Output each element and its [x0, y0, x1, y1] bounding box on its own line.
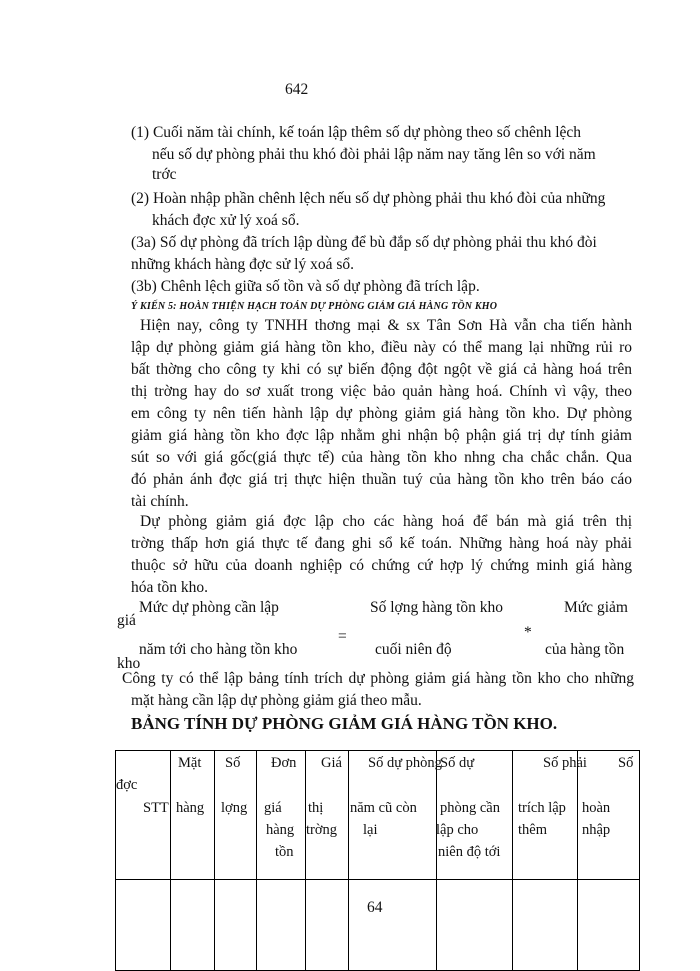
- paragraph-1-line-2: lập dự phòng giảm giá hàng tồn kho, điều này có thể mang lại những rủi ro: [131, 339, 632, 356]
- paragraph-1-line-9: tài chính.: [131, 493, 189, 510]
- item-2-line-2: khách đợc xử lý xoá sổ.: [152, 212, 300, 229]
- paragraph-1-line-4: thị trờng hay do sơ xuất trong việc bảo quản hàng hoá. Chính vì vậy, theo: [131, 383, 632, 400]
- paragraph-2-line-4: hóa tồn kho.: [131, 579, 209, 596]
- item-3b-line-1: (3b) Chênh lệch giữa số tồn và số dự phòng đã trích lập.: [131, 278, 480, 295]
- table-cell: [215, 880, 257, 971]
- item-1-line-2: nếu số dự phòng phải thu khó đòi phải lập năm nay tăng lên so với năm: [152, 146, 596, 163]
- paragraph-2-line-1: Dự phòng giảm giá đợc lập cho các hàng hoá để bán mà giá trên thị: [140, 513, 632, 530]
- header-du-phong-nam-cu-line-1: Số dự phòng: [368, 755, 442, 771]
- header-du-phong-can-lap-line-1: Số dự: [440, 755, 475, 771]
- header-du-phong-nam-cu-line-2: năm cũ còn: [350, 800, 417, 816]
- provision-table: [115, 750, 640, 971]
- header-du-phong-nam-cu-line-3: lại: [363, 822, 378, 838]
- item-1-line-1: (1) Cuối năm tài chính, kế toán lập thêm số dự phòng theo số chênh lệch: [131, 124, 582, 141]
- header-so-luong-line-2: lợng: [221, 800, 248, 816]
- paragraph-2-line-2: trờng thấp hơn giá thực tế đang ghi sổ kế toán. Những hàng hoá này phải: [131, 535, 632, 552]
- header-hoan-nhap-line-1: Số: [618, 755, 634, 771]
- header-phai-trich-lap-line-1: Số phải: [543, 755, 587, 771]
- header-du-phong-can-lap-line-4: niên độ tới: [438, 844, 501, 860]
- paragraph-1-line-8: đó phản ánh đợc giá trị thực hiện thuần tuý của hàng tồn kho trên báo cáo: [131, 471, 632, 488]
- formula-wrap-2: kho: [117, 655, 141, 672]
- formula-right-line-2: của hàng tồn: [545, 641, 625, 658]
- header-hoan-nhap-line-2: hoàn: [582, 800, 611, 816]
- table-side-label: đợc: [116, 777, 138, 793]
- item-3a-line-1: (3a) Số dự phòng đã trích lập dùng để bù đắp số dự phòng phải thu khó đòi: [131, 234, 597, 251]
- table-cell: [171, 880, 215, 971]
- paragraph-3-line-1: Công ty có thể lập bảng tính trích dự phòng giảm giá hàng tồn kho cho những: [122, 670, 634, 687]
- item-2-line-1: (2) Hoàn nhập phần chênh lệch nếu số dự phòng phải thu khó đòi của những: [131, 190, 606, 207]
- header-don-gia-line-1: Đơn: [271, 755, 297, 771]
- header-mat-hang-line-2: hàng: [176, 800, 205, 816]
- header-don-gia-line-3: hàng: [266, 822, 295, 838]
- table-cell: [116, 880, 171, 971]
- header-gia-thi-truong-line-3: trờng: [306, 822, 338, 838]
- table-cell: [257, 880, 306, 971]
- formula-middle-line-1: Số lợng hàng tồn kho: [370, 599, 504, 616]
- header-stt-line-2: STT: [143, 800, 169, 816]
- formula-left-line-1: Mức dự phòng cần lập: [139, 599, 279, 616]
- paragraph-1-line-6: giảm giá hàng tồn kho đợc lập nhằm ghi nhận bộ phận giá trị dự tính giảm: [131, 427, 632, 444]
- header-so-luong-line-1: Số: [225, 755, 241, 771]
- header-phai-trich-lap-line-3: thêm: [518, 822, 547, 838]
- page-number-top: 642: [285, 81, 309, 98]
- paragraph-2-line-3: thuộc sở hữu của doanh nghiệp có chứng cứ hợp lý chứng minh giá hàng: [131, 557, 632, 574]
- paragraph-1-line-7: sút so với giá gốc(giá thực tế) của hàng tồn kho nhng cha chắc chắn. Qua: [131, 449, 632, 466]
- table-title: BẢNG TÍNH DỰ PHÒNG GIẢM GIÁ HÀNG TỒN KHO.: [131, 714, 558, 733]
- table-cell: [578, 880, 640, 971]
- formula-times-sign: *: [524, 624, 532, 641]
- paragraph-1-line-5: em công ty nên tiến hành lập dự phòng giảm giá hàng tồn kho. Dự phòng: [131, 405, 632, 422]
- paragraph-3-line-2: mặt hàng cần lập dự phòng giảm giá theo mẫu.: [131, 692, 422, 709]
- paragraph-1-line-1: Hiện nay, công ty TNHH thơng mại & sx Tân Sơn Hà vẫn cha tiến hành: [140, 317, 632, 334]
- table-cell: [437, 880, 513, 971]
- formula-equals-sign: =: [338, 628, 347, 645]
- header-don-gia-line-2: giá: [264, 800, 282, 816]
- table-row: [116, 880, 640, 971]
- header-du-phong-can-lap-line-2: phòng cần: [440, 800, 500, 816]
- formula-middle-line-2: cuối niên độ: [375, 641, 452, 658]
- formula-left-line-2: năm tới cho hàng tồn kho: [139, 641, 298, 658]
- item-3a-line-2: những khách hàng đợc sử lý xoá sổ.: [131, 256, 355, 273]
- header-hoan-nhap-line-3: nhập: [582, 822, 611, 838]
- paragraph-1-line-3: bất thờng cho công ty khi có sự biến động đột ngột về giá cả hàng hoá trên: [131, 361, 632, 378]
- formula-wrap-1: giá: [117, 612, 136, 629]
- header-gia-thi-truong-line-2: thị: [308, 800, 324, 816]
- item-1-line-3: trớc: [152, 166, 177, 183]
- formula-right-line-1: Mức giảm: [564, 599, 628, 616]
- table-cell: [513, 880, 578, 971]
- section-heading: Ý KIẾN 5: HOÀN THIỆN HẠCH TOÁN DỰ PHÒNG GIẢM GIÁ HÀNG TỒN KHO: [131, 301, 498, 312]
- header-du-phong-can-lap-line-3: lập cho: [436, 822, 479, 838]
- header-gia-thi-truong-line-1: Giá: [321, 755, 342, 771]
- table-cell: [349, 880, 437, 971]
- header-don-gia-line-4: tồn: [275, 844, 294, 860]
- header-phai-trich-lap-line-2: trích lập: [518, 800, 566, 816]
- header-mat-hang-line-1: Mặt: [178, 755, 202, 771]
- page-number-bottom: 64: [367, 899, 383, 916]
- table-cell: [306, 880, 349, 971]
